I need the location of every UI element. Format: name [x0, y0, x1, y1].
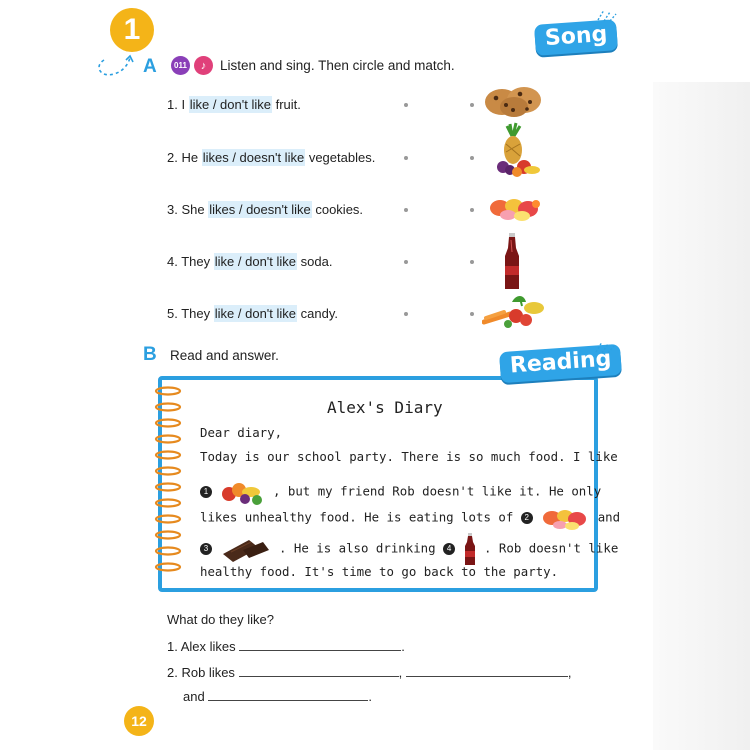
diary-line-4 [200, 532, 618, 566]
answer-end: . [401, 639, 405, 654]
answer-row-3 [183, 688, 372, 704]
candy-icon [486, 192, 544, 224]
section-a-instruction: Listen and sing. Then circle and match. [220, 58, 455, 73]
list-item-1 [167, 97, 301, 112]
match-dot-left-4[interactable] [404, 260, 408, 264]
list-item-4 [167, 254, 332, 269]
diary-line-3 [200, 504, 620, 532]
answer-prompt: Rob likes [181, 665, 235, 680]
item-subject: They [181, 254, 211, 269]
match-dot-right-2[interactable] [470, 156, 474, 160]
fruit-icon [490, 120, 544, 180]
answer-number: 2. [167, 665, 178, 680]
item-object: fruit. [275, 97, 301, 112]
sparkle-icon [594, 338, 616, 354]
audio-track-number: 011 [174, 61, 187, 70]
spiral-ring-icon [152, 482, 182, 492]
answer-blank-2b[interactable] [406, 664, 568, 677]
spiral-ring-icon [152, 530, 182, 540]
spiral-ring-icon [152, 418, 182, 428]
cookies-icon [482, 80, 544, 120]
page-number: 12 [131, 713, 147, 729]
spiral-ring-icon [152, 562, 182, 572]
soda-icon [502, 232, 522, 292]
match-dot-right-1[interactable] [470, 103, 474, 107]
item-number: 5. [167, 306, 178, 321]
diary-line-4-end: . Rob doesn't like [484, 540, 619, 556]
section-a-letter: A [143, 56, 157, 77]
diary-line-4-text: . He is also drinking [278, 540, 436, 556]
spiral-ring-icon [152, 386, 182, 396]
spiral-ring-icon [152, 434, 182, 444]
section-b-letter: B [143, 344, 157, 365]
reading-badge-label: Reading [509, 346, 613, 379]
item-number: 2. [167, 150, 178, 165]
number-marker: 4 [443, 543, 455, 555]
item-object: soda. [300, 254, 333, 269]
and-label: and [183, 689, 205, 704]
number-marker: 2 [521, 512, 533, 524]
item-subject: They [181, 306, 211, 321]
song-badge [534, 19, 618, 56]
answer-prompt: Alex likes [180, 639, 236, 654]
diary-line-1: Today is our school party. There is so much food. I like [200, 449, 618, 464]
match-dot-right-4[interactable] [470, 260, 474, 264]
list-item-5 [167, 306, 338, 321]
item-object: vegetables. [308, 150, 376, 165]
match-dot-left-1[interactable] [404, 103, 408, 107]
diary-greeting: Dear diary, [200, 425, 283, 440]
item-subject: She [181, 202, 205, 217]
diary-line-2-text: , but my friend Rob doesn't like it. He only [272, 483, 602, 499]
diary-line-3-text: likes unhealthy food. He is eating lots of [200, 509, 514, 525]
diary-line-3-end: and [597, 509, 621, 525]
match-dot-right-5[interactable] [470, 312, 474, 316]
match-dot-left-5[interactable] [404, 312, 408, 316]
spiral-ring-icon [152, 466, 182, 476]
item-number: 3. [167, 202, 178, 217]
page-shade [653, 82, 750, 750]
match-dot-left-2[interactable] [404, 156, 408, 160]
answer-end: . [368, 689, 372, 704]
answer-number: 1. [167, 639, 178, 654]
diary-line-2 [200, 478, 601, 506]
answer-row-2 [167, 664, 571, 680]
unit-number-badge [110, 8, 154, 52]
answer-row-1 [167, 638, 405, 654]
item-number: 4. [167, 254, 178, 269]
song-badge-label: Song [544, 21, 609, 52]
unit-number: 1 [123, 13, 141, 46]
item-choice[interactable]: likes / doesn't like [202, 150, 305, 165]
item-choice[interactable]: like / don't like [214, 306, 297, 321]
question-heading: What do they like? [167, 612, 274, 627]
diary-line-5: healthy food. It's time to go back to the party. [200, 564, 559, 579]
fruit-icon [219, 478, 265, 506]
spiral-ring-icon [152, 402, 182, 412]
answer-blank-1[interactable] [239, 638, 401, 651]
music-note-icon[interactable]: ♪ [194, 56, 213, 75]
sparkle-icon [596, 6, 618, 22]
item-object: candy. [300, 306, 338, 321]
answer-blank-2a[interactable] [239, 664, 399, 677]
answer-end: , [567, 665, 572, 680]
match-dot-left-3[interactable] [404, 208, 408, 212]
list-item-2 [167, 150, 375, 165]
list-item-3 [167, 202, 363, 217]
diary-title: Alex's Diary [327, 398, 443, 417]
item-subject: I [181, 97, 186, 112]
spiral-ring-icon [152, 546, 182, 556]
section-b-instruction: Read and answer. [170, 348, 279, 363]
number-marker: 1 [200, 486, 212, 498]
chocolate-icon [219, 536, 271, 562]
page-number-badge [124, 706, 154, 736]
item-number: 1. [167, 97, 178, 112]
item-choice[interactable]: like / don't like [214, 254, 297, 269]
answer-separator: , [398, 665, 403, 680]
item-choice[interactable]: likes / doesn't like [209, 202, 311, 217]
spiral-ring-icon [152, 498, 182, 508]
item-choice[interactable]: like / don't like [189, 97, 271, 112]
spiral-ring-icon [152, 514, 182, 524]
item-object: cookies. [315, 202, 364, 217]
number-marker: 3 [200, 543, 212, 555]
soda-icon [463, 532, 477, 566]
item-subject: He [181, 150, 199, 165]
audio-track-icon[interactable] [171, 56, 190, 75]
spiral-ring-icon [152, 450, 182, 460]
match-dot-right-3[interactable] [470, 208, 474, 212]
answer-blank-2c[interactable] [208, 688, 368, 701]
candy-icon [540, 504, 590, 532]
vegetables-icon [482, 292, 546, 330]
